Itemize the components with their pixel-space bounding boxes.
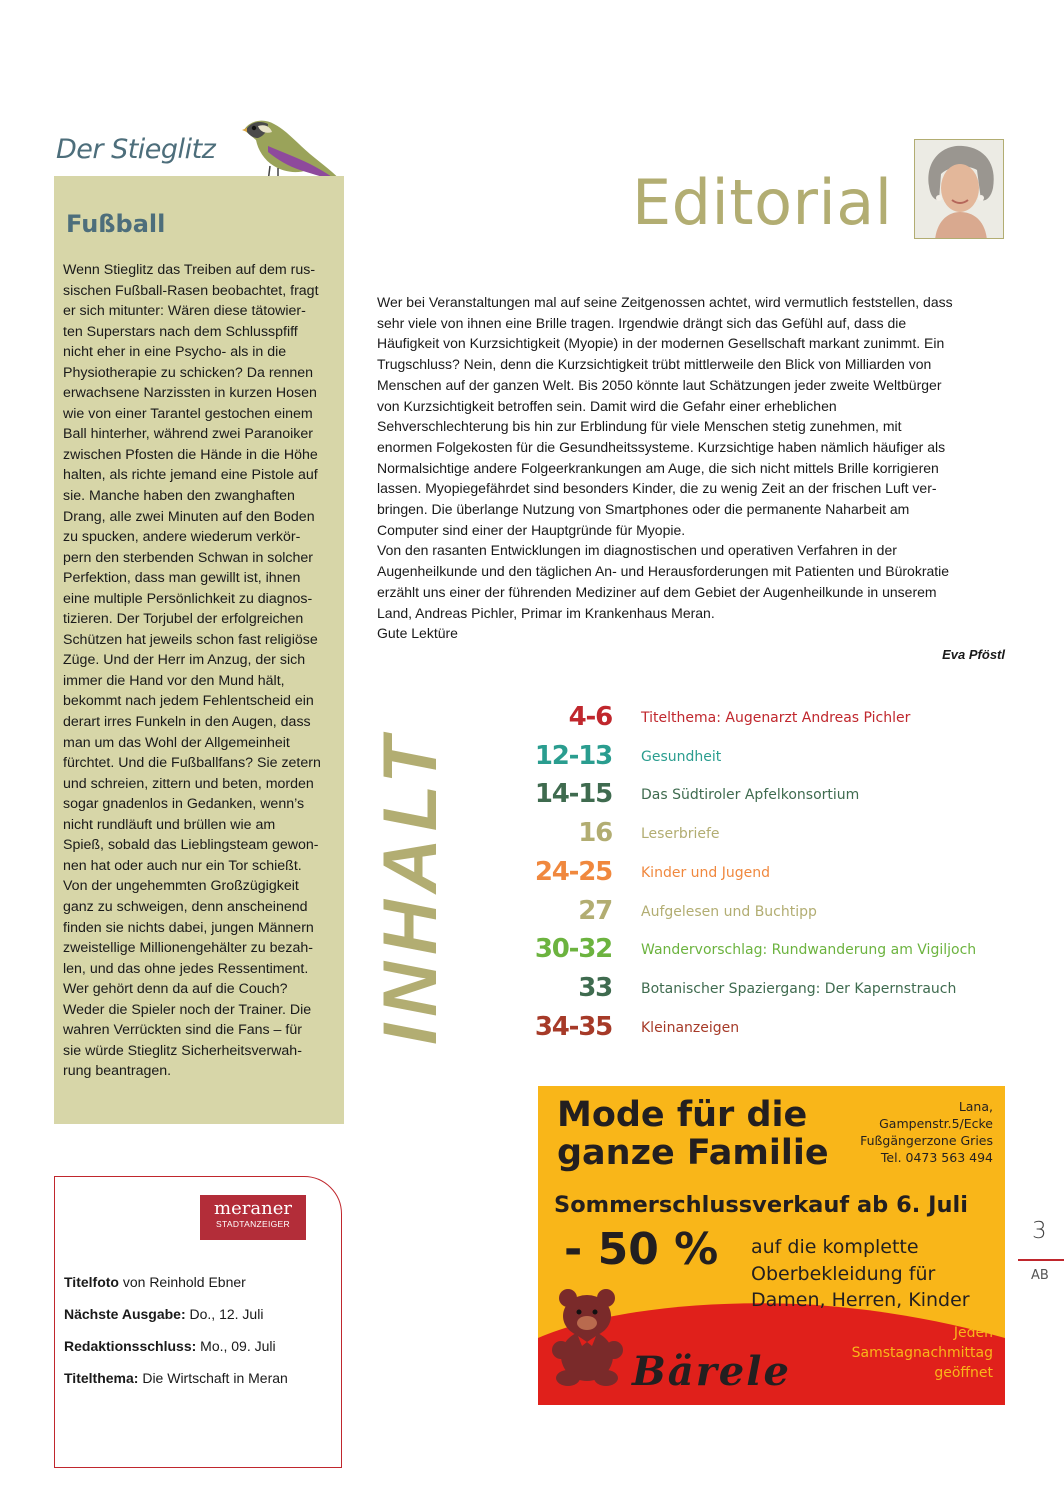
toc-page-range: 34-35	[534, 1011, 612, 1042]
toc-label: Titelthema: Augenarzt Andreas Pichler	[641, 710, 911, 726]
toc-page-range: 16	[578, 818, 612, 849]
logo-name: meraner	[214, 1198, 292, 1219]
toc-row[interactable]	[500, 857, 960, 887]
ad-address: Lana, Gampenstr.5/Ecke Fußgängerzone Gries Tel. 0473 563 494	[860, 1099, 993, 1165]
info-line-deadline: Redaktionsschluss: Mo., 09. Juli	[64, 1338, 276, 1354]
editorial-title: Editorial	[632, 166, 893, 239]
toc-row[interactable]	[500, 779, 960, 809]
toc-page-range: 12-13	[534, 740, 612, 771]
ad-offer-text: auf die komplette Oberbekleidung für Damen, Herren, Kinder	[751, 1236, 970, 1311]
stieglitz-column-box	[54, 176, 344, 1124]
info-line-main-topic: Titelthema: Die Wirtschaft in Meran	[64, 1370, 288, 1386]
ad-brand-name: Bärele	[632, 1348, 791, 1395]
toc-page-range: 30-32	[534, 934, 612, 965]
stieglitz-body-text: Wenn Stieglitz das Treiben auf dem rus- sischen Fußball-Rasen beobachtet, fragt er sich mitunter: Wären diese tätowier- ten Superstars nach dem Schlusspfiff nicht eher in eine Psycho- als in die Physiotherapie zu schicken? Da rennen erwachsene Narzissten in kurzen Hosen wie von einer Tarantel gestochen einem Ball hinterher, während zwei Paranoiker zwischen Pfosten die Hände in die Höhe halten, als richte jemand eine Pistole auf sie. Manche haben den zwanghaften Drang, alle zwei Minuten auf den Boden zu spucken, andere wiederum verkör- pern den sterbenden Schwan in solcher Perfektion, dass man gewillt ist, ihnen eine multiple Persönlichkeit zu diagnos- tizieren. Der Torjubel der erfolgreichen Schützen hat jeweils schon fast religiöse Züge. Und der Herr im Anzug, der sich immer die Hand vor den Mund hält, bekommt nach jedem Fehlentscheid ein derart irres Funkeln in den Augen, dass man um das Wohl der Allgemeinheit fürchtet. Und die Fußballfans? Sie zetern und schreien, zittern und beten, morden sogar gnadenlos in Gedanken, wenn’s nicht rundläuft und brüllen wie am Spieß, sobald das Lieblingsteam gewon- nen hat oder auch nur ein Tor schießt. Von der ungehemmten Großzügigkeit ganz zu schweigen, denn anscheinend finden sie nichts dabei, jungen Männern zweistellige Millionengehälter zu bezah- len, und das ohne jedes Ressentiment. Wer gehört denn da auf die Couch? Weder die Spieler noch der Trainer. Die wahren Verrückten sind die Fans – für sie würde Stieglitz Sicherheitsverwah- rung beantragen.	[63, 262, 321, 1080]
toc-page-range: 27	[578, 895, 612, 926]
ad-opening-hours: Jeden Samstagnachmittag geöffnet	[851, 1325, 993, 1381]
toc-page-range: 4-6	[568, 702, 612, 732]
info-line-titelfoto: Titelfoto von Reinhold Ebner	[64, 1274, 246, 1290]
inhalt-vertical-heading: INHALT	[368, 730, 453, 1045]
page-number: 3	[1032, 1218, 1047, 1244]
ad-headline: Mode für die ganze Familie	[557, 1095, 829, 1173]
toc-row[interactable]	[500, 934, 977, 965]
editorial-author: Eva Pföstl	[942, 647, 1005, 662]
toc-label: Kinder und Jugend	[641, 864, 770, 881]
toc-label: Leserbriefe	[641, 826, 720, 843]
toc-label: Gesundheit	[641, 748, 722, 765]
toc-page-range: 24-25	[534, 856, 612, 887]
toc-label: Botanischer Spaziergang: Der Kapernstrauch	[641, 980, 957, 997]
page-number-rule	[1018, 1259, 1064, 1261]
ad-discount: - 50 %	[564, 1224, 719, 1275]
toc-row[interactable]	[500, 1012, 960, 1042]
editorial-body-text: Wer bei Veranstaltungen mal auf seine Zeitgenossen achtet, wird vermutlich feststellen, dass sehr viele von ihnen eine Brille tragen. Irgendwie drängt sich das Gefühl auf, dass die Häufigkeit von Kurzsichtigkeit (Myopie) in der modernen Gesellschaft markant zunimmt. Ein Trugschluss? Nein, denn die Kurzsichtigkeit trübt mittlerweile den Blick von Milliarden von Menschen auf der ganzen Welt. Bis 2050 könnte laut Schätzungen jeder zweite Weltbürger von Kurzsichtigkeit betroffen sein. Damit wird die Gefahr einer erheblichen Sehverschlechterung bis hin zur Erblindung für viele Menschen stetig zunehmen, mit enormen Folgekosten für die Gesundheitssysteme. Kurzsichtige haben nämlich häufiger als Normalsichtige andere Folgeerkrankungen am Auge, die sich nicht mittels Brille korrigieren lassen. Myopiegefährdet sind besonders Kinder, die zu wenig Zeit an der frischen Luft ver- bringen. Die überlange Nutzung von Smartphones oder die permanente Naharbeit am Computer sind einer der Hauptgründe für Myopie. Von den rasanten Entwicklungen im diagnostischen und operativen Verfahren in der Augenheilkunde und den täglichen An- und Herausforderungen mit Patienten und Bürokratie erzählt uns einer der führenden Mediziner auf dem Gebiet der Augenheilkunde in unserem Land, Andreas Pichler, Primar im Krankenhaus Meran. Gute Lektüre	[377, 294, 953, 642]
toc-page-range: 33	[578, 972, 612, 1003]
teddy-bear-icon	[546, 1286, 632, 1386]
stieglitz-column-title: Der Stieglitz	[56, 134, 216, 165]
toc-row[interactable]	[500, 741, 960, 771]
toc-row[interactable]	[500, 818, 960, 848]
toc-label: Kleinanzeigen	[641, 1019, 740, 1036]
toc-page-range: 14-15	[534, 779, 612, 810]
meraner-stadtanzeiger-logo	[200, 1195, 306, 1240]
page-code: AB	[1031, 1268, 1049, 1283]
toc-label: Das Südtiroler Apfelkonsortium	[641, 787, 860, 804]
info-line-next-issue: Nächste Ausgabe: Do., 12. Juli	[64, 1306, 264, 1322]
baerele-advertisement[interactable]	[538, 1086, 1005, 1405]
toc-label: Wandervorschlag: Rundwanderung am Vigiljoch	[641, 942, 977, 959]
toc-label: Aufgelesen und Buchtipp	[641, 903, 817, 920]
toc-row[interactable]	[500, 896, 960, 926]
toc-row[interactable]	[500, 973, 960, 1003]
ad-sale-announcement: Sommerschlussverkauf ab 6. Juli	[554, 1192, 968, 1218]
toc-row[interactable]	[500, 702, 960, 732]
author-portrait-photo	[914, 139, 1004, 239]
stieglitz-heading: Fußball	[66, 210, 166, 238]
logo-subtitle: STADTANZEIGER	[216, 1219, 290, 1229]
